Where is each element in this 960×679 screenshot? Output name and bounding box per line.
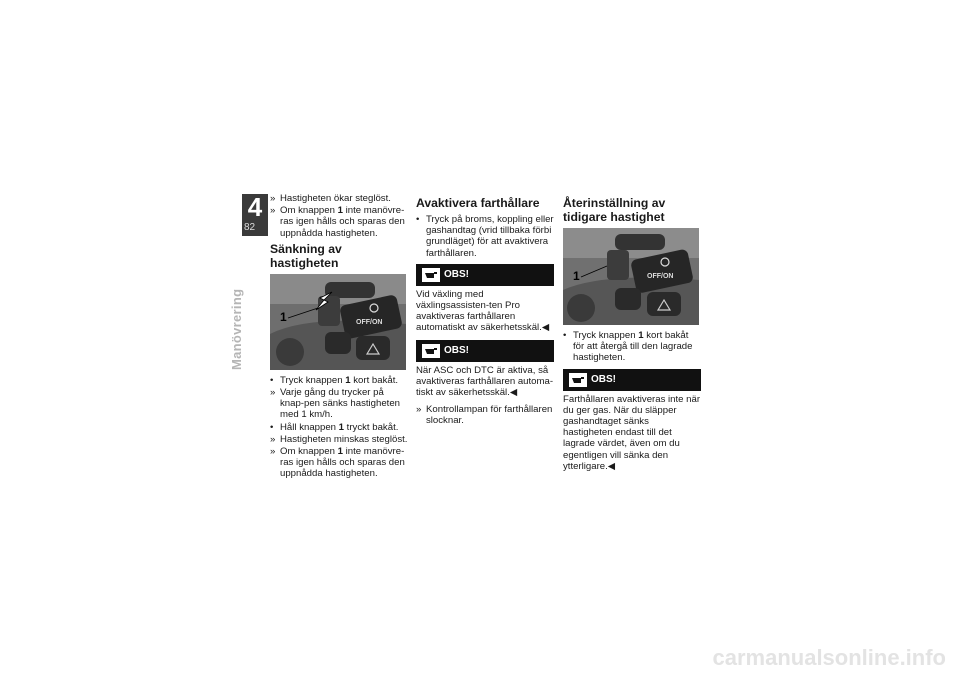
- item-text: Kontrollampan för farthållaren slocknar.: [426, 404, 553, 427]
- note-banner: [563, 369, 701, 391]
- handlebar-switch-photo: [563, 228, 699, 325]
- list-marker: »: [270, 433, 276, 445]
- section-heading: Sänkning av hastigheten: [270, 241, 342, 270]
- item-number: 1: [337, 205, 343, 217]
- pointing-hand-icon: [569, 373, 587, 387]
- item-text: Varje gång du trycker på knap-pen sänks hastigheten med 1 km/h.: [280, 387, 401, 421]
- item-number: 1: [338, 421, 345, 433]
- list-item: [416, 404, 554, 426]
- note-label: OBS!: [444, 269, 469, 281]
- callout-1: 1: [573, 269, 580, 283]
- list-item: [416, 214, 554, 259]
- page-number: 82: [244, 222, 256, 233]
- list-item: [270, 422, 410, 433]
- note-banner: [416, 264, 554, 286]
- item-text-post: inte manövre-ras igen hålls och sparas den uppnådda hastigheten.: [280, 446, 405, 480]
- section-heading: Avaktivera farthållare: [416, 196, 540, 210]
- list-marker: •: [270, 374, 274, 386]
- note-text: Vid växling med växlingsassisten-ten Pro avaktiveras farthållaren automatiskt av säkerhetsskäl.◀: [416, 288, 550, 334]
- pointing-hand-icon: [422, 344, 440, 358]
- list-marker: »: [270, 205, 276, 217]
- list-marker: •: [270, 421, 274, 433]
- list-item: [270, 434, 410, 445]
- list-item: [563, 330, 701, 364]
- list-marker: »: [416, 404, 422, 416]
- list-item: [270, 205, 410, 239]
- note-label: OBS!: [444, 345, 469, 357]
- list-item: [270, 446, 410, 480]
- handlebar-switch-photo: [270, 274, 406, 370]
- callout-1: 1: [280, 309, 287, 324]
- item-text-post: kort bakåt för att återgå till den lagrade hastigheten.: [573, 330, 693, 364]
- watermark: carmanualsonline.info: [712, 645, 946, 670]
- section-label: Manövrering: [229, 288, 244, 370]
- item-text: Tryck på broms, koppling eller gashandtag (vrid tillbaka förbi grundläget) för att avaktivera farthållaren.: [426, 214, 554, 259]
- list-marker: •: [416, 214, 420, 225]
- note-text: När ASC och DTC är aktiva, så avaktiveras farthållaren automa-tiskt av säkerhetsskäl.◀: [416, 364, 554, 399]
- item-text-pre: Om knappen: [280, 446, 338, 458]
- list-marker: »: [270, 387, 276, 399]
- column-1: [270, 193, 410, 481]
- item-text: Hastigheten minskas steglöst.: [280, 433, 408, 445]
- list-item: [270, 193, 410, 204]
- item-text-post: tryckt bakåt.: [344, 421, 399, 433]
- item-text-pre: Håll knappen: [280, 421, 339, 433]
- note-banner: [416, 340, 554, 362]
- note-text: Farthållaren avaktiveras inte när du ger gas. När du släpper gashandtaget sänks hastigheten endast till det lagrade värdet, även om du egentligen vill sänka den ytterligare.◀: [563, 393, 701, 472]
- item-text: Hastigheten ökar steglöst.: [280, 193, 391, 204]
- off-on-label: OFF/ON: [356, 318, 383, 326]
- item-text-post: kort bakåt.: [350, 374, 399, 386]
- column-2: [416, 193, 554, 428]
- chapter-number: 4: [247, 192, 263, 222]
- note-label: OBS!: [591, 374, 616, 385]
- list-marker: »: [270, 446, 276, 458]
- item-number: 1: [337, 446, 343, 458]
- list-item: [270, 387, 410, 421]
- item-text-post: inte manövre-ras igen hålls och sparas den uppnådda hastigheten.: [280, 205, 405, 239]
- item-text-pre: Tryck knappen: [573, 330, 639, 341]
- off-on-label: OFF/ON: [647, 273, 674, 280]
- list-marker: •: [563, 330, 567, 341]
- item-text-pre: Om knappen: [280, 205, 338, 217]
- item-number: 1: [638, 330, 644, 341]
- section-heading: Återinställning av tidigare hastighet: [563, 196, 666, 224]
- item-number: 1: [345, 374, 351, 386]
- column-3: [563, 193, 701, 478]
- item-text-pre: Tryck knappen: [280, 374, 346, 386]
- list-item: [270, 375, 410, 386]
- pointing-hand-icon: [422, 268, 440, 282]
- list-marker: »: [270, 193, 276, 204]
